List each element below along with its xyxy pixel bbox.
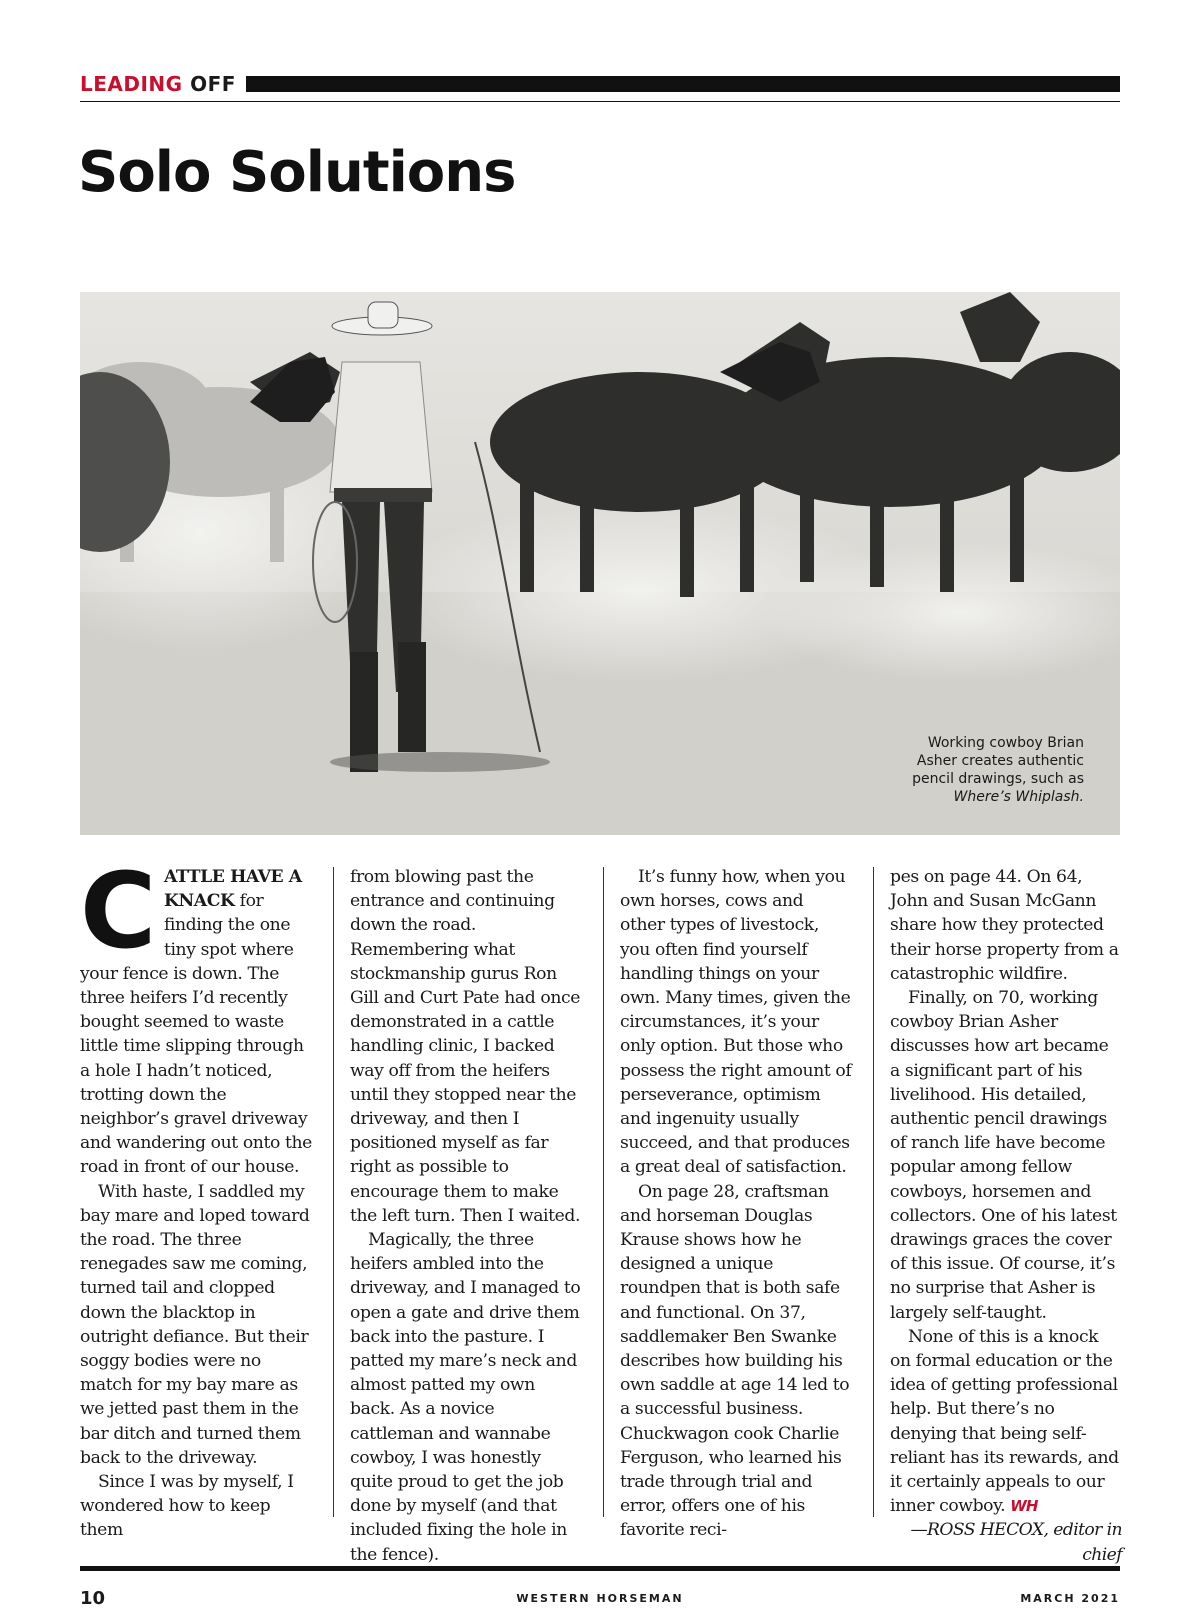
- section-header: [80, 72, 1120, 96]
- page-footer: [80, 1588, 1120, 1610]
- section-label-leading: LEADING: [80, 72, 183, 96]
- caption-text: Working cowboy Brian Asher creates authentic pencil drawings, such as: [912, 735, 1084, 787]
- headline: Solo Solutions: [78, 140, 516, 205]
- drop-cap: C: [80, 850, 156, 972]
- column-rule: [603, 867, 604, 1517]
- paragraph-text: for finding the one tiny spot where your fence is down. The three heifers I’d recently bought seemed to waste little time slipping through a hole I hadn’t noticed, trotting down the neighbor’s gravel driveway and wandering out onto the road in front of our house.: [80, 891, 312, 1178]
- article-paragraph: Since I was by myself, I wondered how to keep them: [80, 1472, 294, 1541]
- header-rule: [80, 101, 1120, 102]
- lead-in: ATTLE HAVE A KNACK: [163, 867, 302, 912]
- article-paragraph: It’s funny how, when you own horses, cows and other types of livestock, you often find yourself handling things on your own. Many times, given the circumstances, it’s your only option. But those who possess the right amount of perseverance, optimism and ingenuity usually succeed, and that produces a great deal of satisfaction.: [620, 867, 852, 1178]
- author-signoff: —ROSS HECOX, editor in chief: [910, 1520, 1122, 1565]
- publication-name: WESTERN HORSEMAN: [516, 1592, 684, 1605]
- section-label-off: OFF: [190, 72, 236, 96]
- article-paragraph: [80, 850, 312, 1180]
- column-rule: [333, 867, 334, 1517]
- article-paragraph: Magically, the three heifers ambled into the driveway, and I managed to open a gate and drive them back into the pasture. I patted my mare’s neck and almost patted my own back. As a novice cattleman and wannabe cowboy, I was honestly quite proud to get the job done by myself (and that included fixing the hole in the fence).: [350, 1230, 581, 1565]
- article-column-2: [350, 865, 582, 1565]
- article-body: [80, 850, 1124, 1565]
- article-paragraph: On page 28, craftsman and horseman Douglas Krause shows how he designed a unique roundpen that is both safe and functional. On 37, saddlemaker Ben Swanke describes how building his own saddle at age 14 led to a successful business. Chuckwagon cook Charlie Ferguson, who learned his trade through trial and error, offers one of his favorite reci-: [620, 1181, 850, 1541]
- article-column-1: [80, 850, 312, 1541]
- issue-date: MARCH 2021: [1020, 1592, 1120, 1605]
- wh-logo-icon: WH: [1010, 1497, 1038, 1516]
- article-paragraph: With haste, I saddled my bay mare and loped toward the road. The three renegades saw me coming, turned tail and clopped down the blacktop in outright defiance. But their soggy bodies were no match for my bay mare as we jetted past them in the bar ditch and turned them back to the driveway.: [80, 1181, 310, 1468]
- article-paragraph: Finally, on 70, working cowboy Brian Asher discusses how art became a significant part of his livelihood. His detailed, authentic pencil drawings of ranch life have become popular among fellow cowboys, horsemen and collectors. One of his latest drawings graces the cover of this issue. Of course, it’s no surprise that Asher is largely self-taught.: [890, 988, 1117, 1323]
- section-label: [80, 72, 236, 96]
- caption-artwork-title: Where’s Whiplash.: [953, 789, 1084, 805]
- article-paragraph: [890, 1325, 1122, 1519]
- article-column-3: [620, 865, 852, 1541]
- article-paragraph: from blowing past the entrance and continuing down the road. Remembering what stockmanship gurus Ron Gill and Curt Pate had once demonstrated in a cattle handling clinic, I backed way off from the heifers until they stopped near the driveway, and then I positioned myself as far right as possible to encourage them to make the left turn. Then I waited.: [350, 867, 581, 1226]
- photo-caption: [884, 734, 1084, 806]
- article-paragraph: pes on page 44. On 64, John and Susan McGann share how they protected their horse property from a catastrophic wildfire.: [890, 867, 1119, 984]
- page-number: 10: [80, 1588, 106, 1609]
- column-rule: [873, 867, 874, 1517]
- footer-rule: [80, 1566, 1120, 1571]
- feature-photo: [80, 292, 1120, 835]
- header-bar: [246, 76, 1120, 92]
- paragraph-text: None of this is a knock on formal education or the idea of getting professional help. But there’s no denying that being self-reliant has its rewards, and it certainly appeals to our inner cowboy.: [890, 1326, 1119, 1517]
- article-column-4: [890, 865, 1122, 1565]
